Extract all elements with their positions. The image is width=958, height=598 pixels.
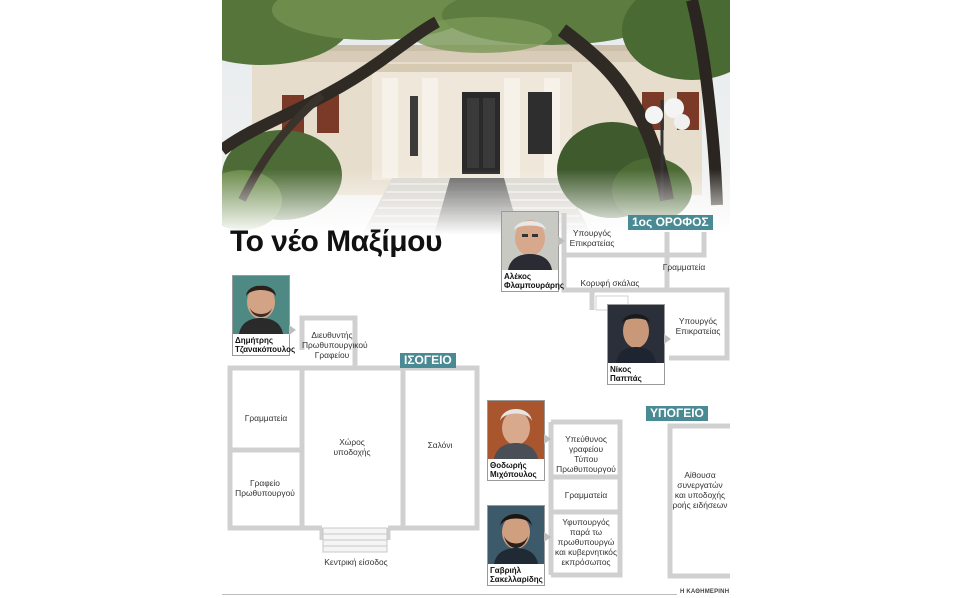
room-ground-salon: Σαλόνι: [427, 440, 453, 450]
portrait-pappas: [607, 304, 665, 385]
room-deputy-minister: Υφυπουργός παρά τω πρωθυπουργώ και κυβερνητικός εκπρόσωπος: [555, 517, 617, 567]
person-photo-icon: [502, 212, 558, 270]
person-name: Δημήτρης Τζανακόπουλος: [235, 336, 296, 354]
callout-pointer: [289, 325, 296, 335]
person-photo-icon: [608, 305, 664, 363]
person-photo-icon: [488, 401, 544, 459]
callout-pointer: [664, 334, 671, 344]
floor-plan: [222, 0, 730, 598]
room-ground-director: Διευθυντής Πρωθυπουργικού Γραφείου: [302, 330, 368, 360]
person-name: Αλέκος Φλαμπουράρης: [504, 272, 565, 290]
callout-pointer: [558, 236, 565, 246]
floor-tag-ground: ΙΣΟΓΕΙΟ: [400, 353, 456, 368]
person-name: Γαβριήλ Σακελλαρίδης: [490, 566, 543, 584]
room-basement-hall: Αίθουσα συνεργατών και υποδοχής ροής ειδήσεων: [672, 470, 728, 510]
portrait-tzanakopoulos: [232, 275, 296, 356]
callout-pointer: [544, 434, 551, 444]
room-first-secretariat: Γραμματεία: [662, 262, 706, 272]
infographic: [222, 0, 730, 598]
room-ground-secretariat: Γραμματεία: [244, 413, 288, 423]
room-ground-entrance: Κεντρική είσοδος: [324, 557, 388, 567]
room-press-head: Υπεύθυνος γραφείου Τύπου Πρωθυπουργού: [556, 434, 616, 474]
room-first-minister-2: Υπουργός Επικρατείας: [675, 316, 721, 336]
room-first-minister-1: Υπουργός Επικρατείας: [569, 228, 615, 248]
room-ground-reception: Χώρος υποδοχής: [333, 437, 371, 457]
portrait-sakellaridis: [487, 505, 545, 586]
floor-tag-basement: ΥΠΟΓΕΙΟ: [646, 406, 708, 421]
portrait-michopoulos: [487, 400, 545, 481]
bottom-rule: [222, 594, 677, 595]
callout-pointer: [544, 532, 551, 542]
person-photo-icon: [233, 276, 289, 334]
page-title: Το νέο Μαξίμου: [230, 225, 442, 258]
person-name: Θοδωρής Μιχόπουλος: [490, 461, 537, 479]
floor-tag-first: 1ος ΟΡΟΦΟΣ: [628, 215, 713, 230]
entrance-steps: [323, 528, 387, 552]
room-ground-pm-office: Γραφείο Πρωθυπουργού: [235, 478, 295, 498]
person-name: Νίκος Παππάς: [610, 365, 642, 383]
portrait-flampourar: [501, 211, 565, 292]
room-first-stairs: Κορυφή σκάλας: [580, 278, 640, 288]
publisher-credit: Η ΚΑΘΗΜΕΡΙΝΗ: [680, 589, 730, 595]
room-press-secretariat: Γραμματεία: [564, 490, 608, 500]
person-photo-icon: [488, 506, 544, 564]
